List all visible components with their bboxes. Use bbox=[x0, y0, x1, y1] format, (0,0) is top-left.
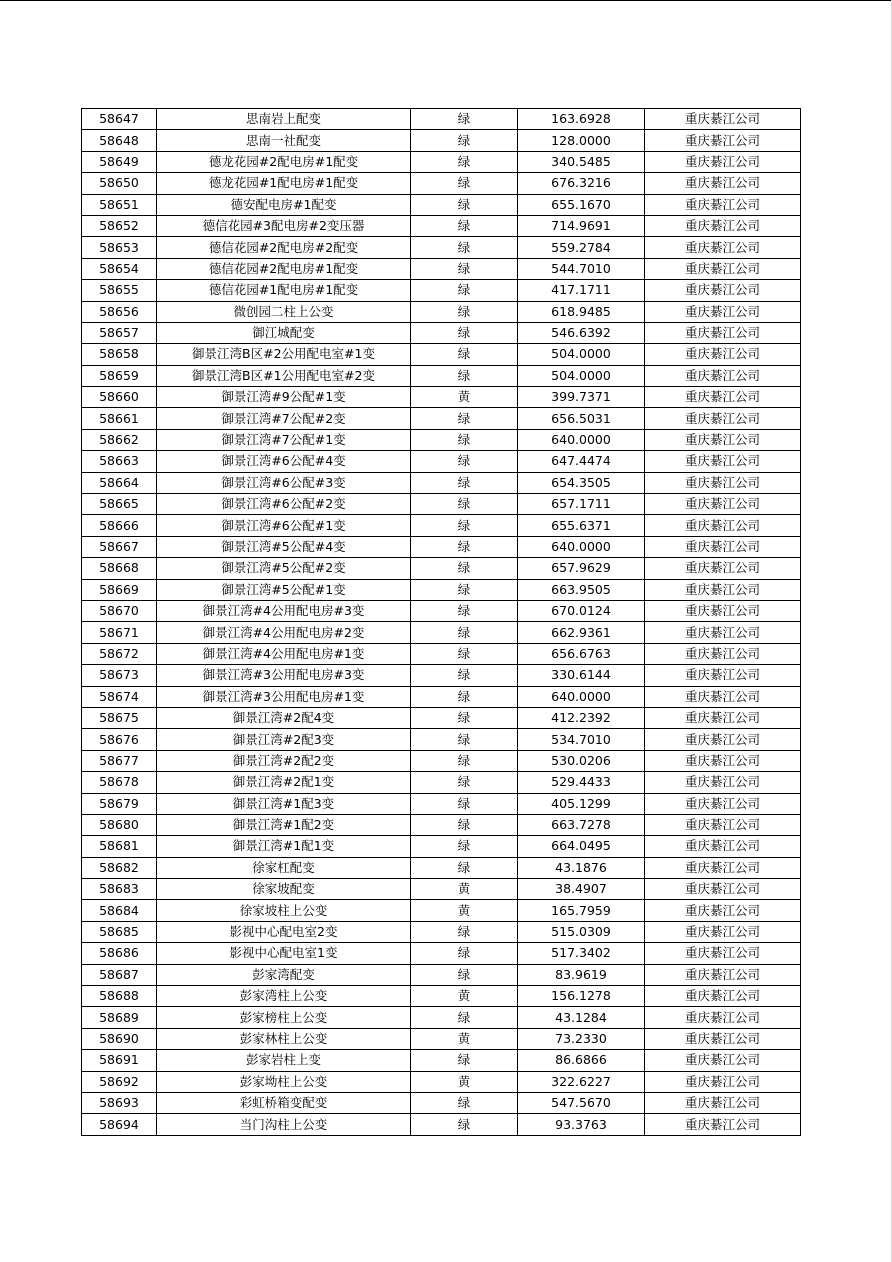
value-cell: 662.9361 bbox=[518, 622, 645, 643]
value-cell: 663.7278 bbox=[518, 814, 645, 835]
row-id-cell: 58647 bbox=[82, 109, 157, 130]
value-cell: 647.4474 bbox=[518, 451, 645, 472]
station-name-cell: 彭家湾配变 bbox=[157, 964, 411, 985]
company-cell: 重庆綦江公司 bbox=[645, 151, 801, 172]
row-id-cell: 58679 bbox=[82, 793, 157, 814]
station-name-cell: 当门沟柱上公变 bbox=[157, 1114, 411, 1135]
value-cell: 86.6866 bbox=[518, 1050, 645, 1071]
value-cell: 676.3216 bbox=[518, 173, 645, 194]
table-row bbox=[82, 665, 801, 686]
station-name-cell: 德信花园#2配电房#1配变 bbox=[157, 258, 411, 279]
status-color-cell: 绿 bbox=[411, 536, 518, 557]
table-row bbox=[82, 729, 801, 750]
company-cell: 重庆綦江公司 bbox=[645, 986, 801, 1007]
company-cell: 重庆綦江公司 bbox=[645, 686, 801, 707]
status-color-cell: 绿 bbox=[411, 921, 518, 942]
status-color-cell: 绿 bbox=[411, 344, 518, 365]
company-cell: 重庆綦江公司 bbox=[645, 451, 801, 472]
row-id-cell: 58680 bbox=[82, 814, 157, 835]
station-name-cell: 御景江湾B区#2公用配电室#1变 bbox=[157, 344, 411, 365]
table-row bbox=[82, 109, 801, 130]
row-id-cell: 58650 bbox=[82, 173, 157, 194]
station-name-cell: 德龙花园#2配电房#1配变 bbox=[157, 151, 411, 172]
row-id-cell: 58673 bbox=[82, 665, 157, 686]
table-row bbox=[82, 515, 801, 536]
row-id-cell: 58671 bbox=[82, 622, 157, 643]
value-cell: 322.6227 bbox=[518, 1071, 645, 1092]
company-cell: 重庆綦江公司 bbox=[645, 322, 801, 343]
status-color-cell: 绿 bbox=[411, 301, 518, 322]
table-row bbox=[82, 258, 801, 279]
value-cell: 330.6144 bbox=[518, 665, 645, 686]
table-row bbox=[82, 964, 801, 985]
status-color-cell: 绿 bbox=[411, 258, 518, 279]
status-color-cell: 绿 bbox=[411, 194, 518, 215]
station-name-cell: 徐家坡配变 bbox=[157, 879, 411, 900]
station-name-cell: 御景江湾#1配1变 bbox=[157, 836, 411, 857]
status-color-cell: 绿 bbox=[411, 280, 518, 301]
table-row bbox=[82, 686, 801, 707]
value-cell: 714.9691 bbox=[518, 215, 645, 236]
value-cell: 340.5485 bbox=[518, 151, 645, 172]
company-cell: 重庆綦江公司 bbox=[645, 1050, 801, 1071]
station-name-cell: 御景江湾#4公用配电房#3变 bbox=[157, 600, 411, 621]
row-id-cell: 58678 bbox=[82, 772, 157, 793]
row-id-cell: 58682 bbox=[82, 857, 157, 878]
company-cell: 重庆綦江公司 bbox=[645, 301, 801, 322]
row-id-cell: 58655 bbox=[82, 280, 157, 301]
table-row bbox=[82, 1007, 801, 1028]
row-id-cell: 58690 bbox=[82, 1028, 157, 1049]
status-color-cell: 绿 bbox=[411, 643, 518, 664]
company-cell: 重庆綦江公司 bbox=[645, 836, 801, 857]
table-row bbox=[82, 1114, 801, 1135]
station-name-cell: 御景江湾#7公配#2变 bbox=[157, 408, 411, 429]
company-cell: 重庆綦江公司 bbox=[645, 579, 801, 600]
table-row bbox=[82, 130, 801, 151]
station-name-cell: 御景江湾B区#1公用配电室#2变 bbox=[157, 365, 411, 386]
company-cell: 重庆綦江公司 bbox=[645, 173, 801, 194]
value-cell: 547.5670 bbox=[518, 1092, 645, 1113]
status-color-cell: 绿 bbox=[411, 772, 518, 793]
status-color-cell: 绿 bbox=[411, 451, 518, 472]
value-cell: 504.0000 bbox=[518, 344, 645, 365]
company-cell: 重庆綦江公司 bbox=[645, 237, 801, 258]
status-color-cell: 绿 bbox=[411, 836, 518, 857]
row-id-cell: 58668 bbox=[82, 558, 157, 579]
station-name-cell: 微创园二柱上公变 bbox=[157, 301, 411, 322]
status-color-cell: 绿 bbox=[411, 429, 518, 450]
station-name-cell: 御景江湾#9公配#1变 bbox=[157, 387, 411, 408]
table-row bbox=[82, 173, 801, 194]
row-id-cell: 58649 bbox=[82, 151, 157, 172]
value-cell: 640.0000 bbox=[518, 536, 645, 557]
status-color-cell: 绿 bbox=[411, 579, 518, 600]
station-name-cell: 彭家榜柱上公变 bbox=[157, 1007, 411, 1028]
value-cell: 656.5031 bbox=[518, 408, 645, 429]
value-cell: 83.9619 bbox=[518, 964, 645, 985]
row-id-cell: 58667 bbox=[82, 536, 157, 557]
value-cell: 544.7010 bbox=[518, 258, 645, 279]
station-name-cell: 御景江湾#6公配#4变 bbox=[157, 451, 411, 472]
station-name-cell: 影视中心配电室1变 bbox=[157, 943, 411, 964]
value-cell: 663.9505 bbox=[518, 579, 645, 600]
station-name-cell: 御景江湾#2配1变 bbox=[157, 772, 411, 793]
table-row bbox=[82, 494, 801, 515]
company-cell: 重庆綦江公司 bbox=[645, 130, 801, 151]
company-cell: 重庆綦江公司 bbox=[645, 943, 801, 964]
station-name-cell: 御景江湾#3公用配电房#1变 bbox=[157, 686, 411, 707]
station-name-cell: 思南一社配变 bbox=[157, 130, 411, 151]
row-id-cell: 58677 bbox=[82, 750, 157, 771]
row-id-cell: 58691 bbox=[82, 1050, 157, 1071]
row-id-cell: 58689 bbox=[82, 1007, 157, 1028]
row-id-cell: 58653 bbox=[82, 237, 157, 258]
status-color-cell: 绿 bbox=[411, 1114, 518, 1135]
station-name-cell: 御景江湾#2配3变 bbox=[157, 729, 411, 750]
row-id-cell: 58684 bbox=[82, 900, 157, 921]
station-name-cell: 御景江湾#5公配#4变 bbox=[157, 536, 411, 557]
station-name-cell: 德信花园#1配电房#1配变 bbox=[157, 280, 411, 301]
value-cell: 504.0000 bbox=[518, 365, 645, 386]
status-color-cell: 绿 bbox=[411, 130, 518, 151]
row-id-cell: 58674 bbox=[82, 686, 157, 707]
value-cell: 657.1711 bbox=[518, 494, 645, 515]
row-id-cell: 58676 bbox=[82, 729, 157, 750]
status-color-cell: 绿 bbox=[411, 472, 518, 493]
status-color-cell: 绿 bbox=[411, 109, 518, 130]
table-row bbox=[82, 814, 801, 835]
status-color-cell: 绿 bbox=[411, 729, 518, 750]
value-cell: 73.2330 bbox=[518, 1028, 645, 1049]
value-cell: 515.0309 bbox=[518, 921, 645, 942]
status-color-cell: 绿 bbox=[411, 1092, 518, 1113]
status-color-cell: 绿 bbox=[411, 707, 518, 728]
station-name-cell: 御景江湾#2配4变 bbox=[157, 707, 411, 728]
value-cell: 657.9629 bbox=[518, 558, 645, 579]
company-cell: 重庆綦江公司 bbox=[645, 365, 801, 386]
company-cell: 重庆綦江公司 bbox=[645, 215, 801, 236]
transformer-data-table bbox=[81, 108, 801, 1136]
table-row bbox=[82, 836, 801, 857]
company-cell: 重庆綦江公司 bbox=[645, 194, 801, 215]
table-row bbox=[82, 1028, 801, 1049]
value-cell: 640.0000 bbox=[518, 429, 645, 450]
value-cell: 43.1284 bbox=[518, 1007, 645, 1028]
status-color-cell: 绿 bbox=[411, 558, 518, 579]
row-id-cell: 58663 bbox=[82, 451, 157, 472]
station-name-cell: 御景江湾#6公配#2变 bbox=[157, 494, 411, 515]
row-id-cell: 58652 bbox=[82, 215, 157, 236]
company-cell: 重庆綦江公司 bbox=[645, 1071, 801, 1092]
value-cell: 546.6392 bbox=[518, 322, 645, 343]
company-cell: 重庆綦江公司 bbox=[645, 1092, 801, 1113]
company-cell: 重庆綦江公司 bbox=[645, 814, 801, 835]
station-name-cell: 徐家坡柱上公变 bbox=[157, 900, 411, 921]
station-name-cell: 御景江湾#3公用配电房#3变 bbox=[157, 665, 411, 686]
station-name-cell: 彭家湾柱上公变 bbox=[157, 986, 411, 1007]
table-row bbox=[82, 215, 801, 236]
company-cell: 重庆綦江公司 bbox=[645, 387, 801, 408]
company-cell: 重庆綦江公司 bbox=[645, 558, 801, 579]
table-row bbox=[82, 1092, 801, 1113]
table-row bbox=[82, 472, 801, 493]
station-name-cell: 徐家杠配变 bbox=[157, 857, 411, 878]
station-name-cell: 德信花园#2配电房#2配变 bbox=[157, 237, 411, 258]
station-name-cell: 御景江湾#5公配#1变 bbox=[157, 579, 411, 600]
value-cell: 93.3763 bbox=[518, 1114, 645, 1135]
value-cell: 670.0124 bbox=[518, 600, 645, 621]
status-color-cell: 黄 bbox=[411, 387, 518, 408]
row-id-cell: 58681 bbox=[82, 836, 157, 857]
station-name-cell: 御景江湾#1配2变 bbox=[157, 814, 411, 835]
station-name-cell: 德龙花园#1配电房#1配变 bbox=[157, 173, 411, 194]
row-id-cell: 58675 bbox=[82, 707, 157, 728]
status-color-cell: 绿 bbox=[411, 857, 518, 878]
company-cell: 重庆綦江公司 bbox=[645, 472, 801, 493]
row-id-cell: 58688 bbox=[82, 986, 157, 1007]
row-id-cell: 58656 bbox=[82, 301, 157, 322]
status-color-cell: 绿 bbox=[411, 814, 518, 835]
company-cell: 重庆綦江公司 bbox=[645, 964, 801, 985]
status-color-cell: 绿 bbox=[411, 173, 518, 194]
table-row bbox=[82, 793, 801, 814]
status-color-cell: 绿 bbox=[411, 750, 518, 771]
value-cell: 156.1278 bbox=[518, 986, 645, 1007]
row-id-cell: 58672 bbox=[82, 643, 157, 664]
value-cell: 517.3402 bbox=[518, 943, 645, 964]
station-name-cell: 御景江湾#6公配#1变 bbox=[157, 515, 411, 536]
value-cell: 405.1299 bbox=[518, 793, 645, 814]
row-id-cell: 58659 bbox=[82, 365, 157, 386]
station-name-cell: 彭家林柱上公变 bbox=[157, 1028, 411, 1049]
table-row bbox=[82, 451, 801, 472]
status-color-cell: 绿 bbox=[411, 365, 518, 386]
table-row bbox=[82, 558, 801, 579]
value-cell: 559.2784 bbox=[518, 237, 645, 258]
station-name-cell: 彩虹桥箱变配变 bbox=[157, 1092, 411, 1113]
station-name-cell: 御景江湾#1配3变 bbox=[157, 793, 411, 814]
company-cell: 重庆綦江公司 bbox=[645, 109, 801, 130]
table-row bbox=[82, 536, 801, 557]
value-cell: 38.4907 bbox=[518, 879, 645, 900]
table-row bbox=[82, 194, 801, 215]
status-color-cell: 黄 bbox=[411, 900, 518, 921]
row-id-cell: 58694 bbox=[82, 1114, 157, 1135]
value-cell: 399.7371 bbox=[518, 387, 645, 408]
company-cell: 重庆綦江公司 bbox=[645, 515, 801, 536]
status-color-cell: 绿 bbox=[411, 1050, 518, 1071]
table-row bbox=[82, 387, 801, 408]
table-row bbox=[82, 750, 801, 771]
status-color-cell: 黄 bbox=[411, 986, 518, 1007]
status-color-cell: 绿 bbox=[411, 215, 518, 236]
status-color-cell: 绿 bbox=[411, 494, 518, 515]
company-cell: 重庆綦江公司 bbox=[645, 600, 801, 621]
row-id-cell: 58669 bbox=[82, 579, 157, 600]
value-cell: 640.0000 bbox=[518, 686, 645, 707]
company-cell: 重庆綦江公司 bbox=[645, 1028, 801, 1049]
company-cell: 重庆綦江公司 bbox=[645, 729, 801, 750]
company-cell: 重庆綦江公司 bbox=[645, 622, 801, 643]
table-row bbox=[82, 707, 801, 728]
company-cell: 重庆綦江公司 bbox=[645, 408, 801, 429]
table-row bbox=[82, 429, 801, 450]
status-color-cell: 绿 bbox=[411, 408, 518, 429]
station-name-cell: 御景江湾#7公配#1变 bbox=[157, 429, 411, 450]
status-color-cell: 黄 bbox=[411, 1028, 518, 1049]
table-body bbox=[82, 109, 801, 1136]
company-cell: 重庆綦江公司 bbox=[645, 494, 801, 515]
row-id-cell: 58687 bbox=[82, 964, 157, 985]
table-row bbox=[82, 600, 801, 621]
row-id-cell: 58664 bbox=[82, 472, 157, 493]
table-row bbox=[82, 1050, 801, 1071]
table-row bbox=[82, 943, 801, 964]
status-color-cell: 绿 bbox=[411, 151, 518, 172]
company-cell: 重庆綦江公司 bbox=[645, 536, 801, 557]
station-name-cell: 御景江湾#4公用配电房#1变 bbox=[157, 643, 411, 664]
company-cell: 重庆綦江公司 bbox=[645, 921, 801, 942]
status-color-cell: 黄 bbox=[411, 879, 518, 900]
table-row bbox=[82, 772, 801, 793]
station-name-cell: 御景江湾#4公用配电房#2变 bbox=[157, 622, 411, 643]
value-cell: 417.1711 bbox=[518, 280, 645, 301]
value-cell: 163.6928 bbox=[518, 109, 645, 130]
table-row bbox=[82, 280, 801, 301]
row-id-cell: 58648 bbox=[82, 130, 157, 151]
value-cell: 165.7959 bbox=[518, 900, 645, 921]
value-cell: 412.2392 bbox=[518, 707, 645, 728]
table-row bbox=[82, 237, 801, 258]
station-name-cell: 御江城配变 bbox=[157, 322, 411, 343]
row-id-cell: 58666 bbox=[82, 515, 157, 536]
company-cell: 重庆綦江公司 bbox=[645, 900, 801, 921]
row-id-cell: 58692 bbox=[82, 1071, 157, 1092]
value-cell: 529.4433 bbox=[518, 772, 645, 793]
company-cell: 重庆綦江公司 bbox=[645, 429, 801, 450]
table-row bbox=[82, 365, 801, 386]
station-name-cell: 思南岩上配变 bbox=[157, 109, 411, 130]
company-cell: 重庆綦江公司 bbox=[645, 707, 801, 728]
status-color-cell: 绿 bbox=[411, 237, 518, 258]
status-color-cell: 绿 bbox=[411, 793, 518, 814]
station-name-cell: 御景江湾#6公配#3变 bbox=[157, 472, 411, 493]
value-cell: 618.9485 bbox=[518, 301, 645, 322]
row-id-cell: 58670 bbox=[82, 600, 157, 621]
table-row bbox=[82, 986, 801, 1007]
company-cell: 重庆綦江公司 bbox=[645, 879, 801, 900]
row-id-cell: 58661 bbox=[82, 408, 157, 429]
row-id-cell: 58654 bbox=[82, 258, 157, 279]
station-name-cell: 御景江湾#5公配#2变 bbox=[157, 558, 411, 579]
company-cell: 重庆綦江公司 bbox=[645, 793, 801, 814]
company-cell: 重庆綦江公司 bbox=[645, 280, 801, 301]
status-color-cell: 绿 bbox=[411, 515, 518, 536]
station-name-cell: 影视中心配电室2变 bbox=[157, 921, 411, 942]
row-id-cell: 58683 bbox=[82, 879, 157, 900]
row-id-cell: 58651 bbox=[82, 194, 157, 215]
status-color-cell: 绿 bbox=[411, 600, 518, 621]
station-name-cell: 德安配电房#1配变 bbox=[157, 194, 411, 215]
company-cell: 重庆綦江公司 bbox=[645, 258, 801, 279]
table-row bbox=[82, 921, 801, 942]
table-row bbox=[82, 622, 801, 643]
value-cell: 664.0495 bbox=[518, 836, 645, 857]
row-id-cell: 58658 bbox=[82, 344, 157, 365]
value-cell: 656.6763 bbox=[518, 643, 645, 664]
station-name-cell: 德信花园#3配电房#2变压器 bbox=[157, 215, 411, 236]
table-row bbox=[82, 1071, 801, 1092]
status-color-cell: 绿 bbox=[411, 943, 518, 964]
value-cell: 534.7010 bbox=[518, 729, 645, 750]
value-cell: 128.0000 bbox=[518, 130, 645, 151]
company-cell: 重庆綦江公司 bbox=[645, 772, 801, 793]
row-id-cell: 58660 bbox=[82, 387, 157, 408]
company-cell: 重庆綦江公司 bbox=[645, 1007, 801, 1028]
table-row bbox=[82, 408, 801, 429]
status-color-cell: 绿 bbox=[411, 322, 518, 343]
table-row bbox=[82, 301, 801, 322]
row-id-cell: 58686 bbox=[82, 943, 157, 964]
company-cell: 重庆綦江公司 bbox=[645, 643, 801, 664]
row-id-cell: 58693 bbox=[82, 1092, 157, 1113]
status-color-cell: 绿 bbox=[411, 1007, 518, 1028]
value-cell: 655.1670 bbox=[518, 194, 645, 215]
top-border-line bbox=[0, 0, 892, 1]
row-id-cell: 58662 bbox=[82, 429, 157, 450]
table-row bbox=[82, 643, 801, 664]
station-name-cell: 彭家坳柱上公变 bbox=[157, 1071, 411, 1092]
table-row bbox=[82, 579, 801, 600]
status-color-cell: 绿 bbox=[411, 665, 518, 686]
company-cell: 重庆綦江公司 bbox=[645, 1114, 801, 1135]
table-row bbox=[82, 344, 801, 365]
row-id-cell: 58685 bbox=[82, 921, 157, 942]
value-cell: 43.1876 bbox=[518, 857, 645, 878]
station-name-cell: 彭家岩柱上变 bbox=[157, 1050, 411, 1071]
table-row bbox=[82, 879, 801, 900]
row-id-cell: 58665 bbox=[82, 494, 157, 515]
table-row bbox=[82, 900, 801, 921]
company-cell: 重庆綦江公司 bbox=[645, 750, 801, 771]
company-cell: 重庆綦江公司 bbox=[645, 857, 801, 878]
status-color-cell: 绿 bbox=[411, 622, 518, 643]
status-color-cell: 绿 bbox=[411, 964, 518, 985]
company-cell: 重庆綦江公司 bbox=[645, 665, 801, 686]
value-cell: 655.6371 bbox=[518, 515, 645, 536]
table-row bbox=[82, 151, 801, 172]
status-color-cell: 黄 bbox=[411, 1071, 518, 1092]
value-cell: 530.0206 bbox=[518, 750, 645, 771]
status-color-cell: 绿 bbox=[411, 686, 518, 707]
station-name-cell: 御景江湾#2配2变 bbox=[157, 750, 411, 771]
table-row bbox=[82, 857, 801, 878]
value-cell: 654.3505 bbox=[518, 472, 645, 493]
table-row bbox=[82, 322, 801, 343]
row-id-cell: 58657 bbox=[82, 322, 157, 343]
company-cell: 重庆綦江公司 bbox=[645, 344, 801, 365]
